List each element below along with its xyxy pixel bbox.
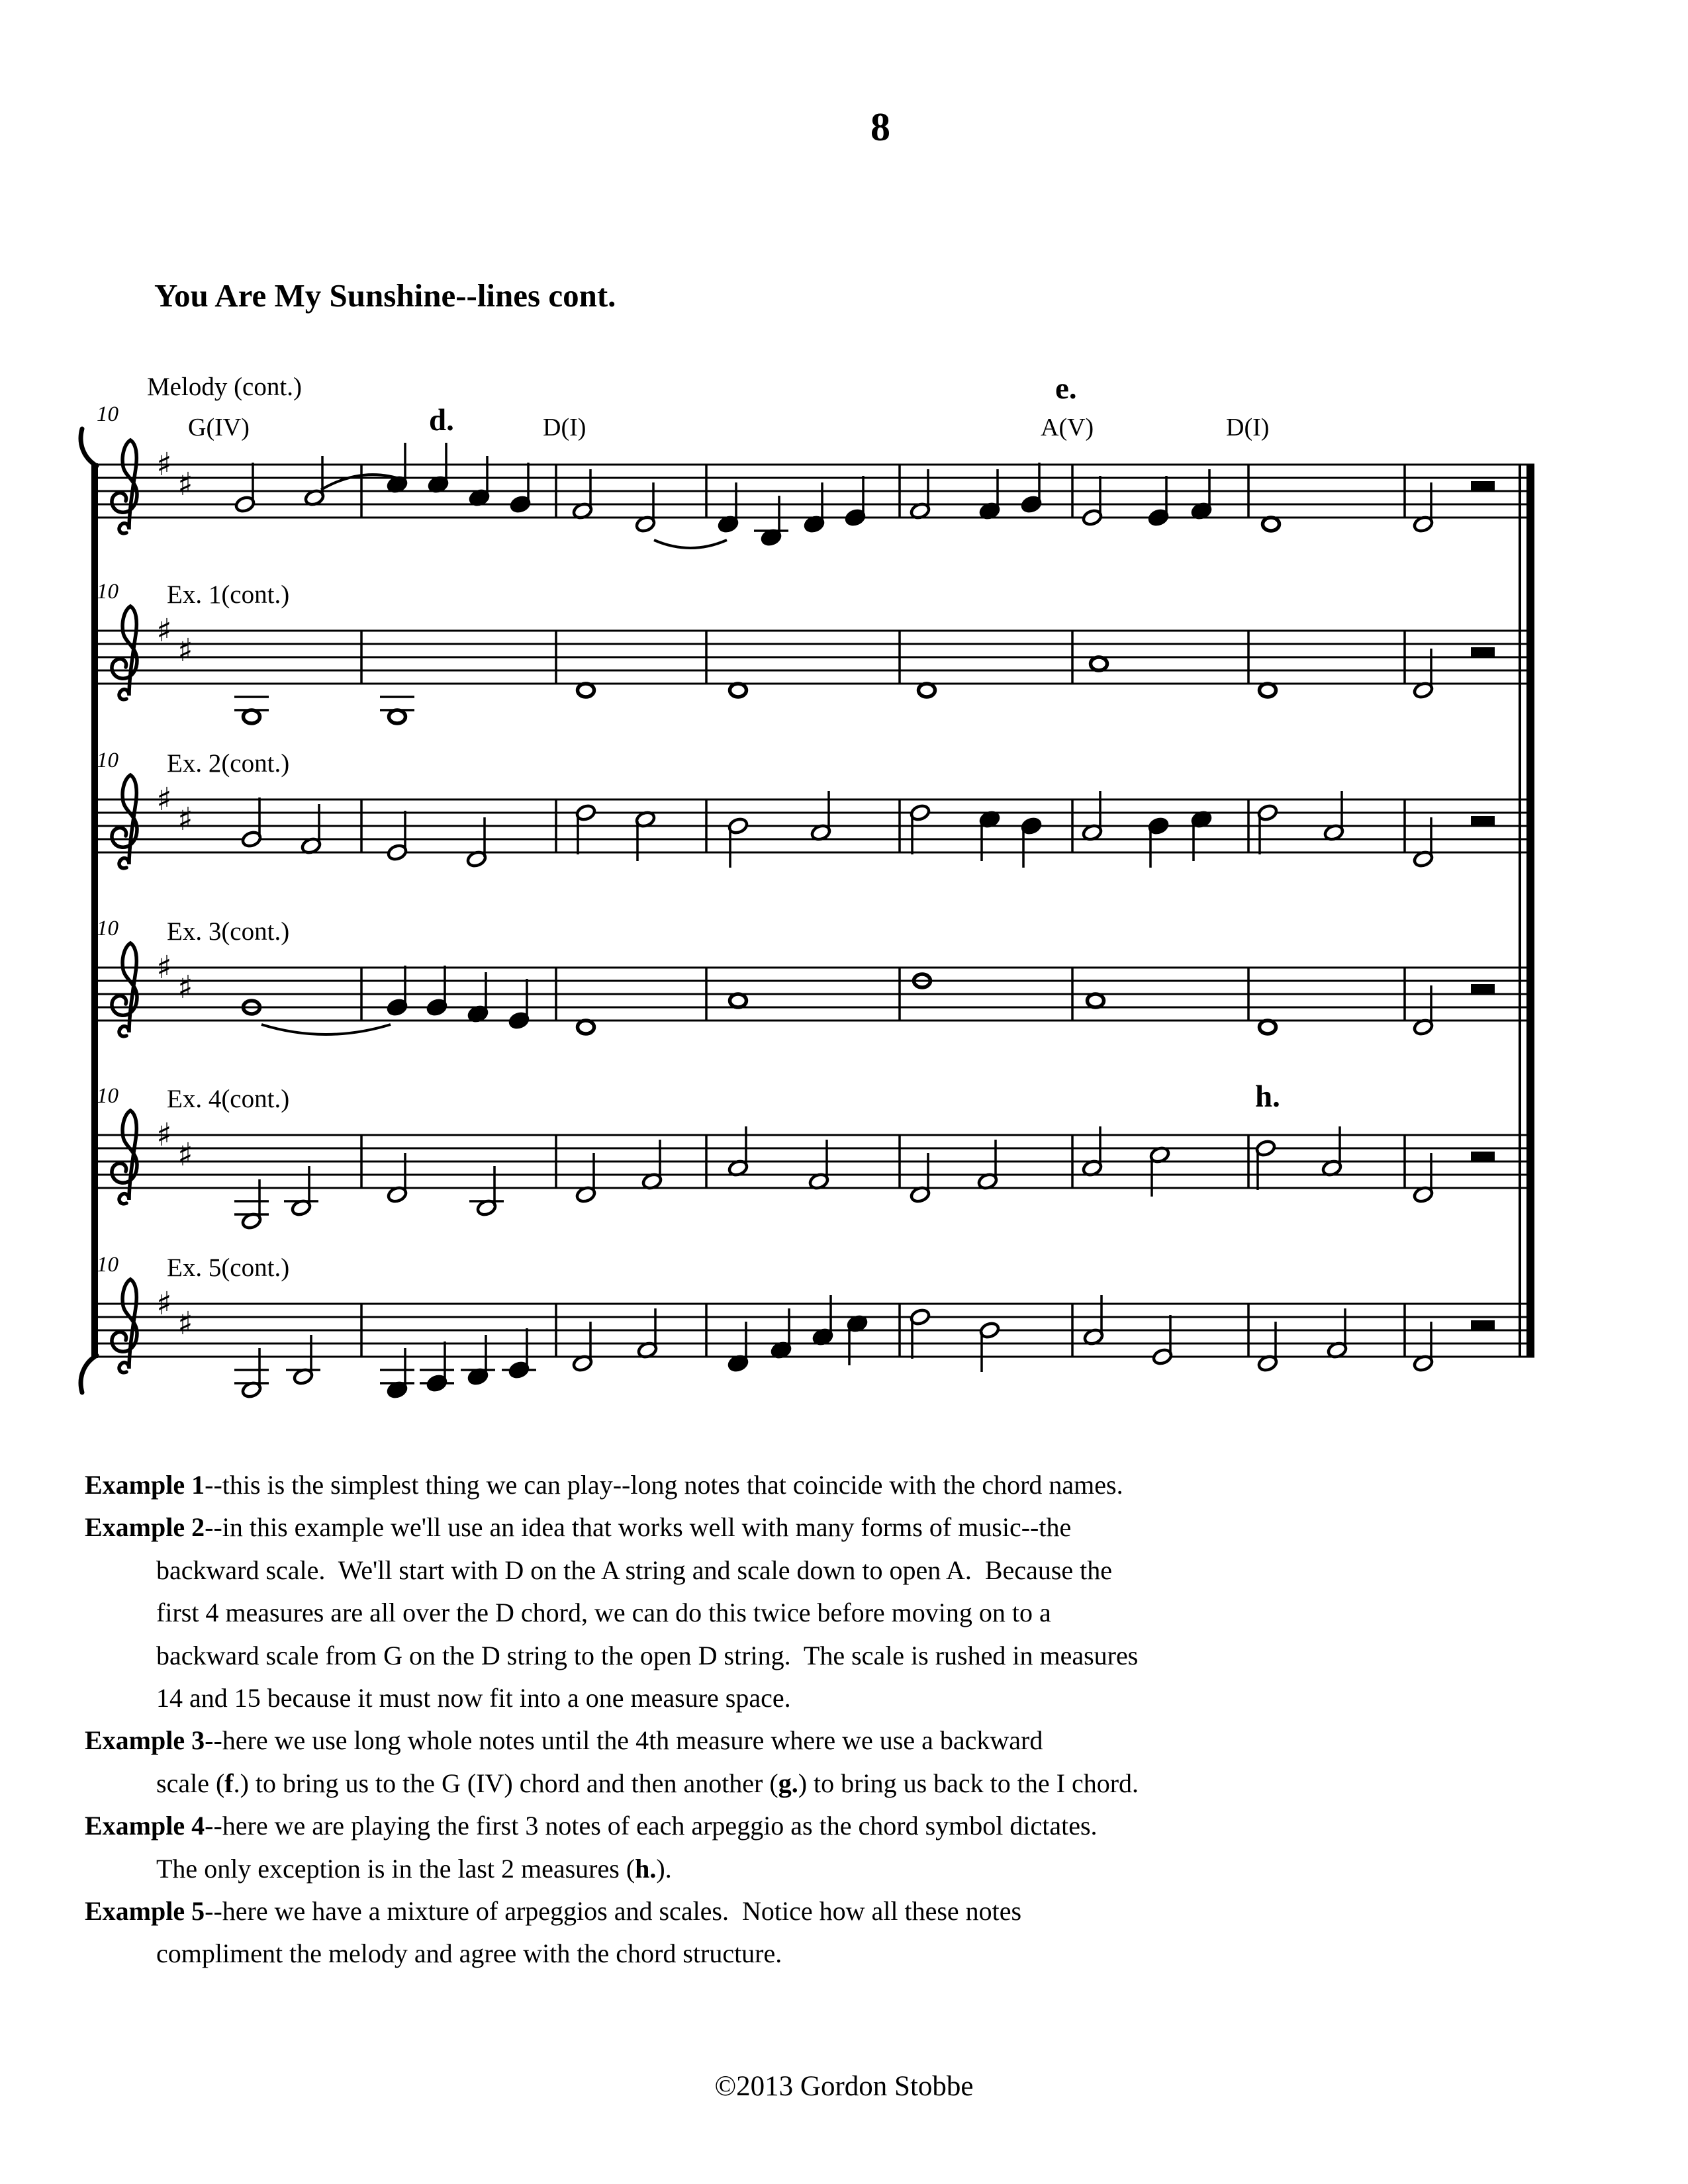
paragraph-line: Example 3--here we use long whole notes until the 4th measure where we use a backward	[85, 1725, 1043, 1756]
staff	[93, 1111, 1534, 1230]
sharp-icon: ♯	[177, 801, 193, 838]
measure-number: 10	[97, 402, 118, 426]
sharp-icon: ♯	[156, 1285, 172, 1322]
half-rest	[1471, 816, 1495, 826]
sharp-icon: ♯	[177, 1305, 193, 1342]
whole-note	[730, 684, 747, 697]
whole-note	[244, 710, 260, 723]
paragraph-line: backward scale. We'll start with D on the A string and scale down to open A. Because the	[156, 1555, 1113, 1585]
paragraph-line: scale (f.) to bring us to the G (IV) chord and then another (g.) to bring us back to the I chord.	[156, 1768, 1139, 1798]
paragraph-line: first 4 measures are all over the D chord, we can do this twice before moving on to a	[156, 1598, 1051, 1628]
chord-symbol: D(I)	[1226, 414, 1270, 441]
staff	[93, 606, 1534, 723]
treble-clef-icon	[112, 1111, 137, 1204]
chord-symbol: D(I)	[543, 414, 586, 441]
paragraph-line: compliment the melody and agree with the chord structure.	[156, 1938, 782, 1969]
paragraph-line: Example 4--here we are playing the first 3 notes of each arpeggio as the chord symbol dictates.	[85, 1811, 1098, 1841]
half-rest	[1471, 647, 1495, 657]
whole-note	[919, 684, 935, 697]
treble-clef-icon	[112, 775, 137, 868]
whole-note	[1260, 684, 1276, 697]
section-letter: d.	[429, 403, 454, 437]
section-letter: h.	[1255, 1079, 1280, 1114]
slur	[654, 540, 727, 548]
half-rest	[1471, 1152, 1495, 1161]
whole-note	[1263, 518, 1280, 531]
half-rest	[1471, 984, 1495, 994]
copyright-footer: ©2013 Gordon Stobbe	[714, 2071, 974, 2102]
treble-clef-icon	[112, 440, 137, 533]
treble-clef-icon	[112, 1279, 137, 1373]
whole-note	[578, 684, 594, 697]
staff-label: Ex. 1(cont.)	[167, 580, 290, 609]
sharp-icon: ♯	[156, 949, 172, 986]
paragraph-line: The only exception is in the last 2 measures (h.).	[156, 1853, 672, 1884]
page-title: You Are My Sunshine--lines cont.	[154, 277, 616, 314]
paragraph-line: Example 1--this is the simplest thing we can play--long notes that coincide with the chord names.	[85, 1470, 1123, 1500]
staff-label: Ex. 5(cont.)	[167, 1253, 290, 1282]
staff-label: Ex. 3(cont.)	[167, 917, 290, 946]
whole-note	[730, 994, 747, 1007]
sharp-icon: ♯	[177, 632, 193, 669]
staff-label: Melody (cont.)	[147, 373, 302, 401]
measure-number: 10	[97, 749, 118, 772]
measure-number: 10	[97, 1253, 118, 1277]
sharp-icon: ♯	[177, 466, 193, 503]
sharp-icon: ♯	[156, 1116, 172, 1154]
sharp-icon: ♯	[156, 446, 172, 483]
bracket-hook-bottom	[81, 1355, 97, 1392]
chord-symbol: A(V)	[1041, 414, 1094, 441]
paragraph-line: Example 5--here we have a mixture of arpeggios and scales. Notice how all these notes	[85, 1896, 1022, 1926]
sharp-icon: ♯	[177, 969, 193, 1006]
whole-note	[1091, 657, 1107, 670]
whole-note	[1260, 1021, 1276, 1034]
bracket-hook-top	[81, 429, 97, 466]
staff-label: Ex. 4(cont.)	[167, 1085, 290, 1113]
sharp-icon: ♯	[156, 612, 172, 649]
final-barline-thick	[1526, 465, 1534, 1357]
staff	[93, 943, 1534, 1036]
half-rest	[1471, 481, 1495, 491]
treble-clef-icon	[112, 606, 137, 700]
chord-symbol: G(IV)	[188, 414, 250, 441]
measure-number: 10	[97, 1084, 118, 1108]
section-letter: e.	[1055, 371, 1077, 406]
sharp-icon: ♯	[177, 1136, 193, 1173]
half-rest	[1471, 1320, 1495, 1330]
paragraph-line: Example 2--in this example we'll use an idea that works well with many forms of music--the	[85, 1512, 1072, 1543]
whole-note	[1088, 994, 1104, 1007]
slur	[261, 1024, 391, 1034]
whole-note	[578, 1021, 594, 1034]
staff-label: Ex. 2(cont.)	[167, 749, 290, 778]
paragraph-line: backward scale from G on the D string to the open D string. The scale is rushed in measures	[156, 1640, 1139, 1670]
treble-clef-icon	[112, 943, 137, 1036]
measure-number: 10	[97, 917, 118, 940]
staff	[93, 440, 1534, 548]
staff	[93, 1279, 1534, 1399]
whole-note	[389, 710, 406, 723]
staff	[93, 775, 1534, 868]
measure-number: 10	[97, 580, 118, 604]
paragraph-line: 14 and 15 because it must now fit into a one measure space.	[156, 1683, 791, 1713]
sharp-icon: ♯	[156, 781, 172, 818]
page-number: 8	[870, 105, 890, 149]
